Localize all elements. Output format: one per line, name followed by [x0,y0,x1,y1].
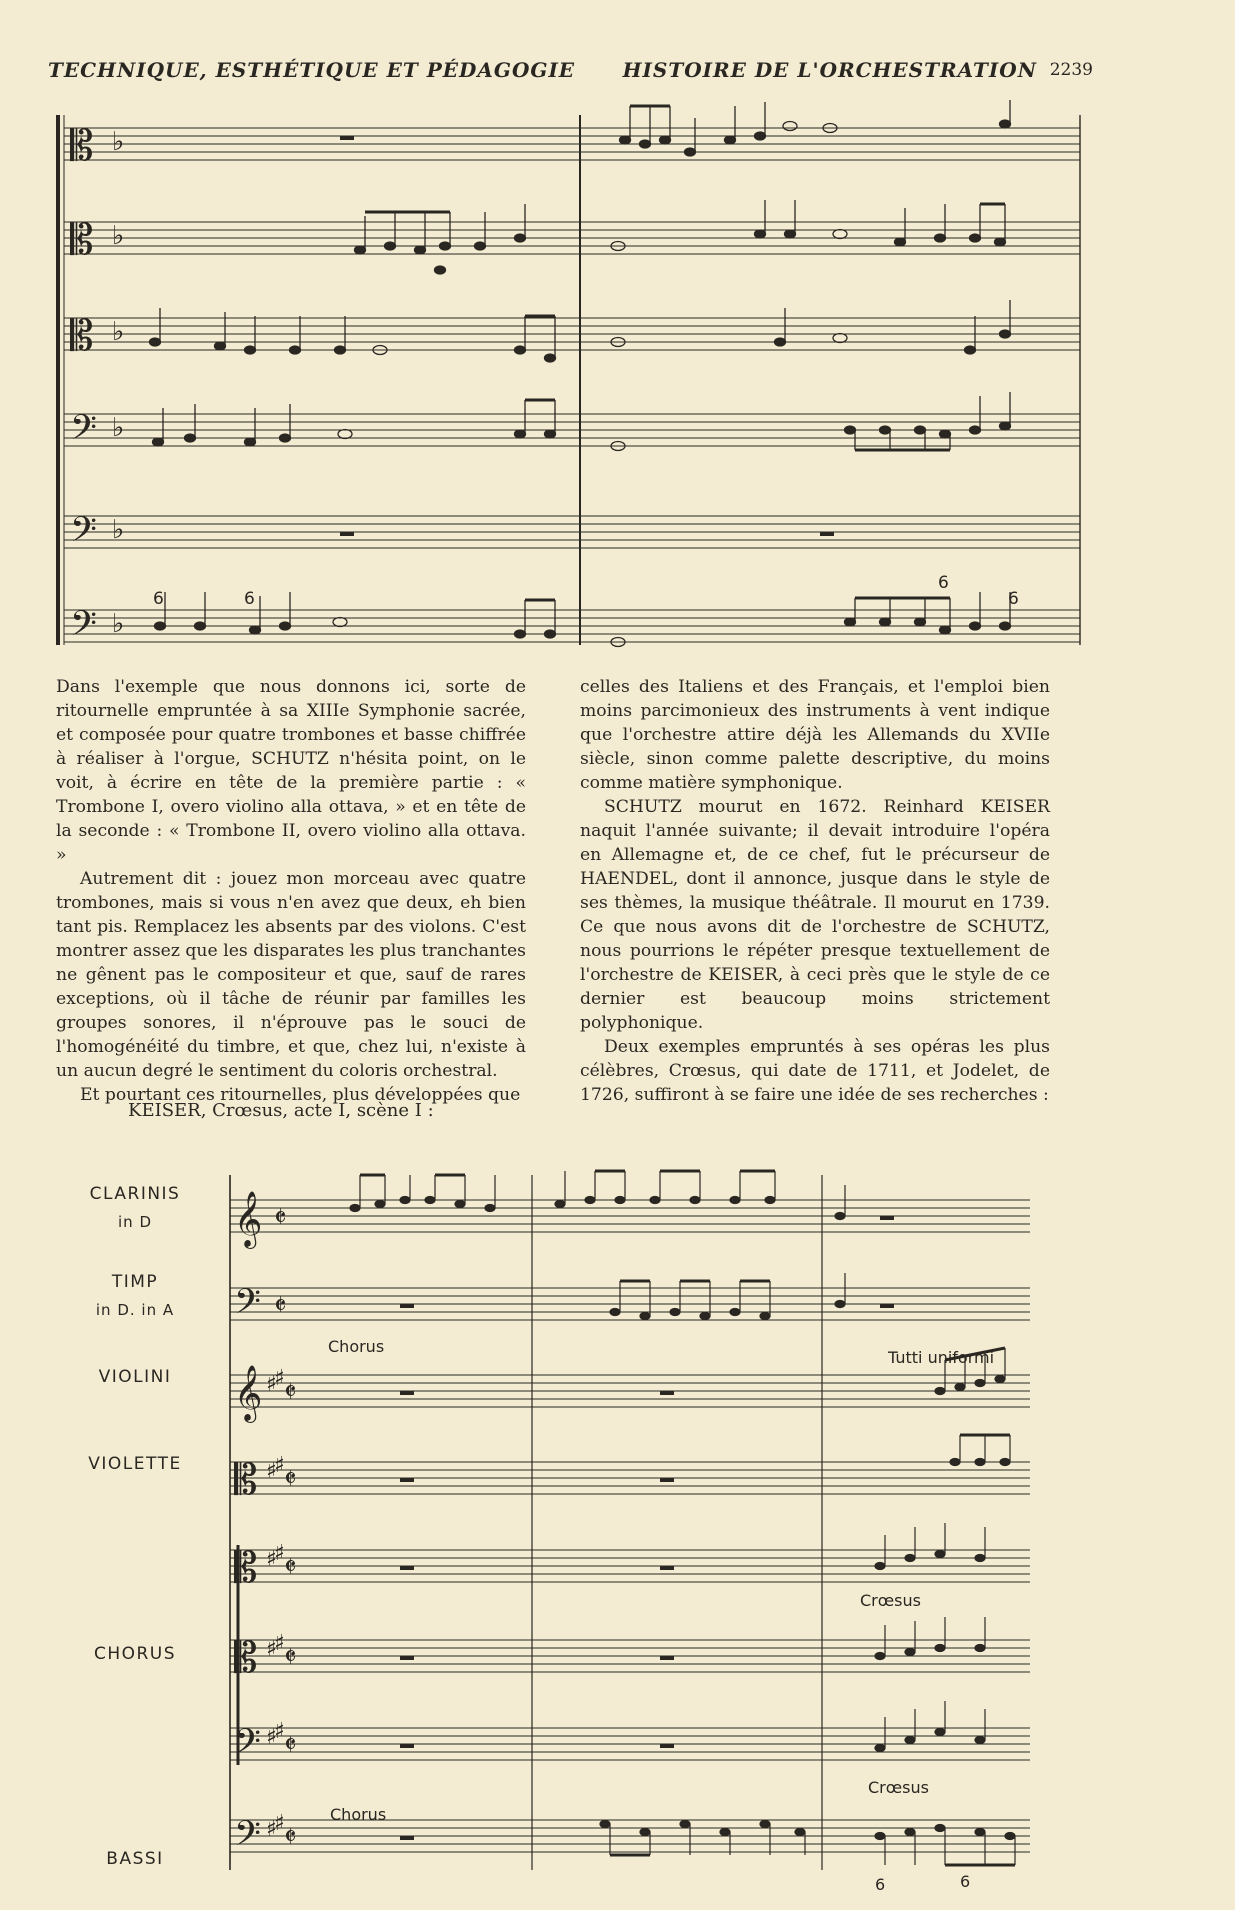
svg-text:𝄞: 𝄞 [234,1191,263,1247]
svg-text:♭: ♭ [112,609,125,639]
svg-text:𝄢: 𝄢 [70,407,98,456]
label-chorus-bassi: Chorus [330,1805,387,1824]
svg-text:𝄢: 𝄢 [234,1281,262,1330]
svg-text:♭: ♭ [112,221,125,251]
svg-text:𝄢: 𝄢 [70,603,98,652]
label-tutti-uniformi: Tutti uniformi [888,1348,995,1367]
svg-text:𝄵: 𝄵 [284,1640,297,1673]
bass-figure-6: 6 [875,1875,886,1894]
svg-text:♯: ♯ [266,1637,277,1662]
svg-text:𝄵: 𝄵 [284,1728,297,1761]
svg-text:♭: ♭ [112,413,125,443]
instrument-clarinis: CLARINIS in D [89,1184,181,1231]
svg-text:𝄢: 𝄢 [70,509,98,558]
svg-text:𝄵: 𝄵 [274,1201,287,1234]
svg-text:♯: ♯ [274,1453,285,1478]
paragraph: SCHUTZ mourut en 1672. Reinhard KEISER naquit l'année suivante; il devait introduire l'opéra en Allemagne et, de ce chef, fut le précurseur de HAENDEL, dont il annonce, jusque dans le style de ses thèmes, la musique théâtrale. Il mourut en 1739. Ce que nous avons dit de l'orchestre de SCHUTZ, nous pourrions le répéter presque textuellement de l'orchestre de KEISER, à ceci près que le style de ce dernier est beaucoup moins strictement polyphonique. [580,797,1050,1033]
svg-text:𝄡: 𝄡 [234,1633,258,1682]
svg-text:𝄡: 𝄡 [70,121,94,170]
label-croesus: Crœsus [868,1778,929,1797]
svg-text:♯: ♯ [274,1541,285,1566]
paragraph: Dans l'exemple que nous donnons ici, sorte de ritournelle empruntée à sa XIIIe Symphonie sacrée, et composée pour quatre trombones et basse chiffrée à réaliser à l'orgue, SCHUTZ n'hésita point, on le voit, à écrire en tête de la première partie : « Trombone I, overo violino alla ottava, » et en tête de la seconde : « Trombone II, overo violino alla ottava. » [56,677,526,865]
instrument-violette: VIOLETTE [88,1454,182,1474]
svg-text:♯: ♯ [274,1366,285,1391]
svg-text:𝄵: 𝄵 [284,1820,297,1853]
instrument-bassi: BASSI [106,1849,164,1869]
svg-text:♯: ♯ [274,1719,285,1744]
svg-text:♯: ♯ [266,1459,277,1484]
text-left-column [56,675,526,1107]
figure-6: 6 [153,589,164,609]
svg-text:♯: ♯ [266,1372,277,1397]
header-right-title: HISTOIRE DE L'ORCHESTRATION [622,58,1037,82]
keiser-score [220,1165,1220,1895]
svg-text:♯: ♯ [266,1817,277,1842]
instrument-chorus: CHORUS [93,1644,177,1664]
bass-figure-6: 6 [960,1872,971,1891]
paragraph: Et pourtant ces ritournelles, plus développées que [80,1085,521,1105]
page-header [48,58,1093,90]
label-chorus-violini: Chorus [328,1337,385,1356]
svg-text:𝄵: 𝄵 [284,1550,297,1583]
label-croesus: Crœsus [860,1591,921,1610]
figure-6: 6 [244,589,255,609]
svg-text:𝄡: 𝄡 [70,311,94,360]
svg-text:𝄵: 𝄵 [284,1462,297,1495]
svg-text:♭: ♭ [112,515,125,545]
svg-text:𝄡: 𝄡 [234,1543,258,1592]
svg-text:♯: ♯ [266,1547,277,1572]
schutz-score [40,100,1100,660]
svg-text:𝄵: 𝄵 [284,1375,297,1408]
figure-6: 6 [938,573,949,593]
instrument-violini: VIOLINI [98,1367,172,1387]
svg-text:𝄢: 𝄢 [234,1813,262,1862]
header-left-title: TECHNIQUE, ESTHÉTIQUE ET PÉDAGOGIE [48,58,576,82]
svg-text:♯: ♯ [266,1725,277,1750]
paragraph: celles des Italiens et des Français, et l'emploi bien moins parcimonieux des instruments à vent indique que l'orchestre attire déjà les Allemands du XVIIe siècle, sinon comme palette descriptive, du moins comme matière symphonique. [580,677,1050,793]
svg-text:♭: ♭ [112,127,125,157]
page-number: 2239 [1049,60,1093,80]
paragraph: Autrement dit : jouez mon morceau avec quatre trombones, mais si vous n'en avez que deux, eh bien tant pis. Remplacez les absents par des violons. C'est montrer assez que les disparates les plus tranchantes ne gênent pas le compositeur et que, sauf de rares exceptions, où il tâche de réunir par familles les groupes sonores, il n'éprouve pas le souci de l'homogénéité du timbre, et que, chez lui, n'existe à un aucun degré le sentiment du coloris orchestral. [56,869,526,1081]
svg-text:𝄡: 𝄡 [70,215,94,264]
instrument-timp: TIMP in D. in A [95,1272,175,1319]
svg-text:𝄞: 𝄞 [234,1365,263,1421]
paragraph: Deux exemples empruntés à ses opéras les plus célèbres, Crœsus, qui date de 1711, et Jodelet, de 1726, suffiront à se faire une idée de ses recherches : [580,1037,1050,1105]
svg-text:♯: ♯ [274,1631,285,1656]
example-caption: KEISER, Crœsus, acte I, scène I : [128,1100,434,1121]
text-right-column [580,675,1050,1107]
svg-text:𝄢: 𝄢 [234,1721,262,1770]
svg-text:𝄵: 𝄵 [274,1289,287,1322]
svg-text:♭: ♭ [112,317,125,347]
svg-text:𝄡: 𝄡 [234,1455,258,1504]
figure-6: 6 [1008,589,1019,609]
svg-text:♯: ♯ [274,1811,285,1836]
